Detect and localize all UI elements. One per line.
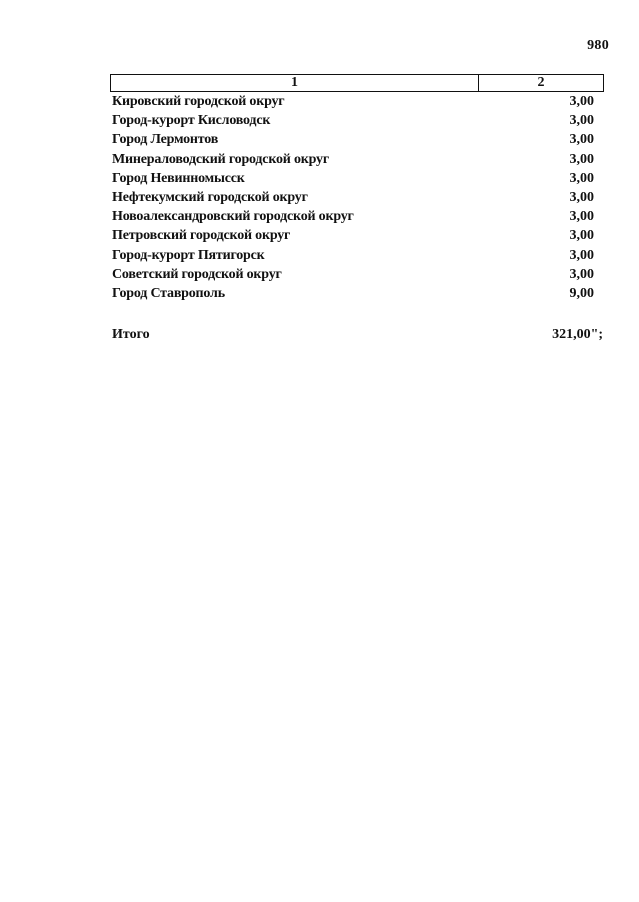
table-row (112, 267, 594, 286)
row-value: 3,00 (569, 113, 594, 129)
table-row (112, 94, 594, 113)
table-row (112, 286, 594, 305)
column-header-1: 1 (111, 75, 479, 91)
total-label: Итого (112, 327, 150, 342)
row-value: 3,00 (569, 189, 594, 205)
row-name: Минераловодский городской округ (112, 151, 329, 167)
row-name: Нефтекумский городской округ (112, 189, 308, 205)
row-name: Город-курорт Пятигорск (112, 247, 265, 263)
row-name: Кировский городской округ (112, 94, 285, 109)
row-value: 3,00 (569, 132, 594, 148)
table-row (112, 132, 594, 151)
row-name: Новоалександровский городской округ (112, 209, 354, 225)
total-row (112, 327, 603, 343)
table-row (112, 152, 594, 171)
row-value: 3,00 (569, 266, 594, 282)
total-value: 321,00"; (552, 327, 603, 342)
table-row (112, 248, 594, 267)
table-row (112, 113, 594, 132)
row-name: Советский городской округ (112, 266, 282, 282)
row-name: Город Лермонтов (112, 132, 219, 148)
table-header (110, 74, 604, 92)
table-row (112, 171, 594, 190)
row-value: 3,00 (569, 94, 594, 109)
table-row (112, 209, 594, 228)
row-name: Город Ставрополь (112, 285, 225, 301)
row-value: 3,00 (569, 228, 594, 244)
row-value: 3,00 (569, 151, 594, 167)
table-row (112, 190, 594, 209)
row-name: Петровский городской округ (112, 228, 291, 244)
row-name: Город-курорт Кисловодск (112, 113, 271, 129)
row-name: Город Невинномысск (112, 170, 245, 186)
row-value: 3,00 (569, 247, 594, 263)
row-value: 3,00 (569, 170, 594, 186)
row-value: 3,00 (569, 209, 594, 225)
page-number: 980 (587, 38, 609, 53)
row-value: 9,00 (569, 285, 594, 301)
table-body (112, 94, 594, 305)
table-row (112, 228, 594, 247)
column-header-2: 2 (537, 75, 545, 90)
